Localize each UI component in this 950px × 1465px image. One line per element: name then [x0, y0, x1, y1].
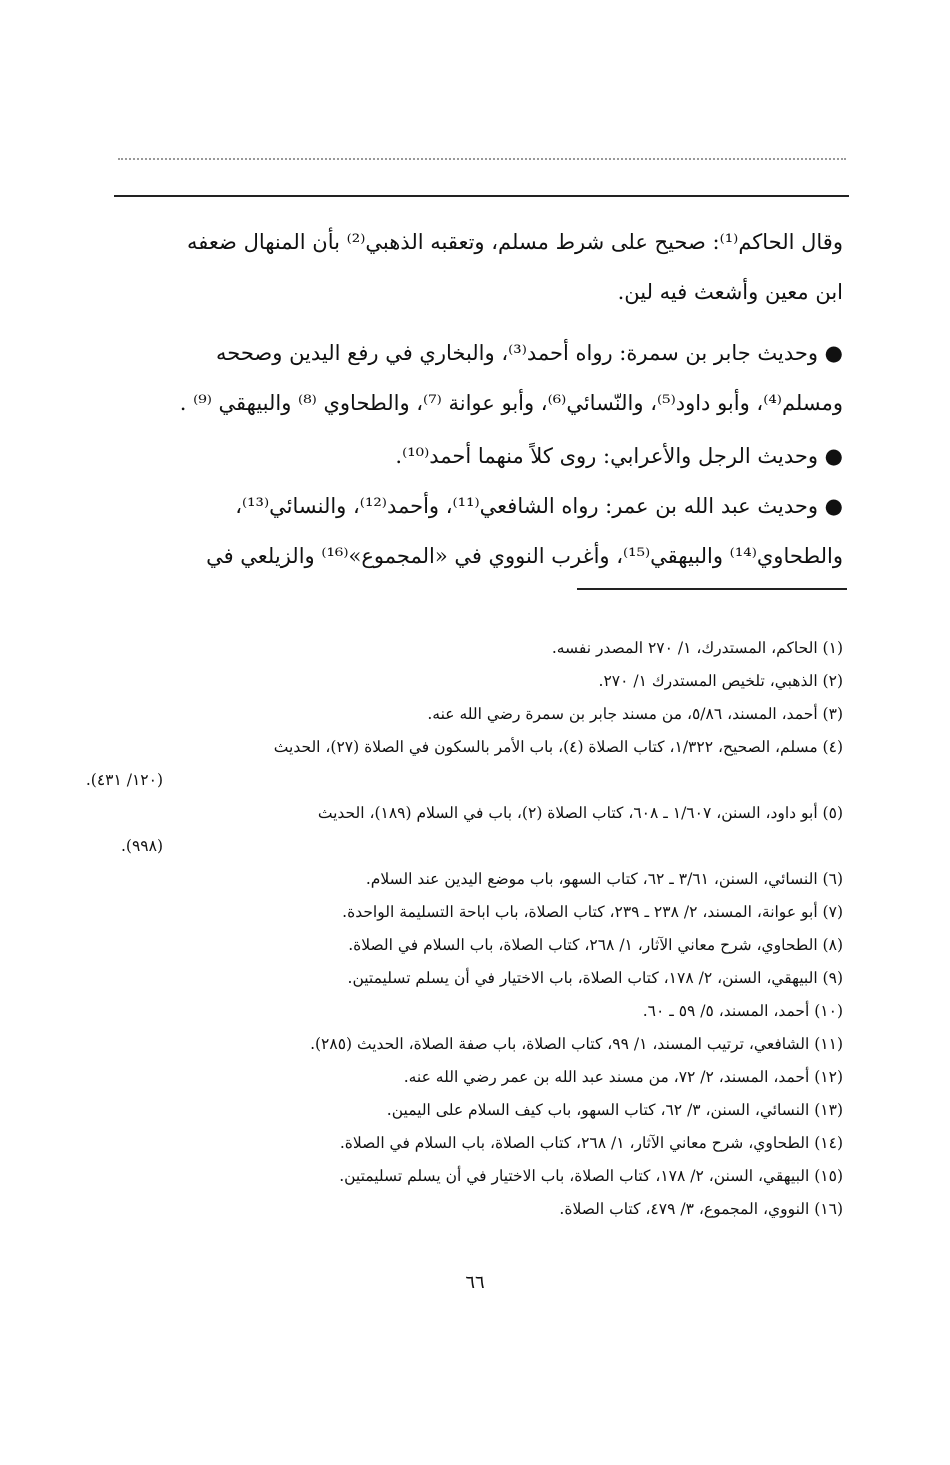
footnote: (٢) الذهبي، تلخيص المستدرك ١/ ٢٧٠.	[598, 672, 843, 690]
footnote: (١٠) أحمد، المسند، ٥/ ٥٩ ـ ٦٠.	[642, 1002, 843, 1020]
body-line: ومسلم⁽⁴⁾، وأبو داود⁽⁵⁾، والنّسائي⁽⁶⁾، وأبو عوانة ⁽⁷⁾، والطحاوي ⁽⁸⁾ والبيهقي ⁽⁹⁾ .	[179, 391, 843, 415]
body-line: ● وحديث جابر بن سمرة: رواه أحمد⁽³⁾، والبخاري في رفع اليدين وصححه	[216, 341, 843, 365]
footnote: (١٤) الطحاوي، شرح معاني الآثار، ١/ ٢٦٨، كتاب الصلاة، باب السلام في الصلاة.	[339, 1134, 843, 1152]
page-number: ٦٦	[465, 1272, 485, 1293]
footnote: (١٣) النسائي، السنن، ٣/ ٦٢، كتاب السهو، باب كيف السلام على اليمين.	[386, 1101, 843, 1119]
footnotes	[85, 632, 843, 1226]
dotted-separator	[118, 158, 846, 160]
footnote: (١٥) البيهقي، السنن، ٢/ ١٧٨، كتاب الصلاة، باب الاختيار في أن يسلم تسليمتين.	[339, 1167, 843, 1185]
footnote: (٧) أبو عوانة، المسند، ٢/ ٢٣٨ ـ ٢٣٩، كتاب الصلاة، باب اباحة التسليمة الواحدة.	[342, 903, 843, 921]
footnote: (١٢) أحمد، المسند، ٢/ ٧٢، من مسند عبد الله بن عمر رضي الله عنه.	[403, 1068, 843, 1086]
body-line: وقال الحاكم⁽¹⁾: صحيح على شرط مسلم، وتعقبه الذهبي⁽²⁾ بأن المنهال ضعفه	[187, 230, 843, 254]
main-text-para-3	[118, 431, 843, 581]
footnote: (١) الحاكم، المستدرك، ١/ ٢٧٠ المصدر نفسه.	[551, 639, 843, 657]
body-line: ● وحديث عبد الله بن عمر: رواه الشافعي⁽¹¹⁾، وأحمد⁽¹²⁾، والنسائي⁽¹³⁾،	[235, 494, 843, 518]
footnote: (٤) مسلم، الصحيح، ١/٣٢٢، كتاب الصلاة (٤)، باب الأمر بالسكون في الصلاة (٢٧)، الحديث	[273, 738, 843, 756]
body-line: والطحاوي⁽¹⁴⁾ والبيهقي⁽¹⁵⁾، وأغرب النووي في «المجموع»⁽¹⁶⁾ والزيلعي في	[206, 544, 843, 568]
footnote: (١٦) النووي، المجموع، ٣/ ٤٧٩، كتاب الصلاة.	[559, 1200, 843, 1218]
body-line: ابن معين وأشعث فيه لين.	[617, 280, 843, 304]
body-line: ● وحديث الرجل والأعرابي: روى كلاً منهما أحمد⁽¹⁰⁾.	[395, 444, 843, 468]
footnote: (٦) النسائي، السنن، ٣/٦١ ـ ٦٢، كتاب السهو، باب موضع اليدين عند السلام.	[365, 870, 843, 888]
footnote: (٩) البيهقي، السنن، ٢/ ١٧٨، كتاب الصلاة، باب الاختيار في أن يسلم تسليمتين.	[347, 969, 843, 987]
footnote-continuation: (٩٩٨).	[120, 837, 163, 855]
header-rule	[114, 195, 849, 197]
footnote: (٨) الطحاوي، شرح معاني الآثار، ١/ ٢٦٨، كتاب الصلاة، باب السلام في الصلاة.	[348, 936, 843, 954]
footnote-continuation: (١٢٠/ ٤٣١).	[85, 771, 163, 789]
footnote-separator	[577, 588, 847, 590]
main-text-para-2	[118, 328, 843, 428]
main-text	[118, 217, 843, 317]
footnote: (٥) أبو داود، السنن، ١/٦٠٧ ـ ٦٠٨، كتاب الصلاة (٢)، باب في السلام (١٨٩)، الحديث	[317, 804, 843, 822]
footnote: (١١) الشافعي، ترتيب المسند، ١/ ٩٩، كتاب الصلاة، باب صفة الصلاة، الحديث (٢٨٥).	[310, 1035, 843, 1053]
footnote: (٣) أحمد، المسند، ٥/٨٦، من مسند جابر بن سمرة رضي الله عنه.	[427, 705, 843, 723]
